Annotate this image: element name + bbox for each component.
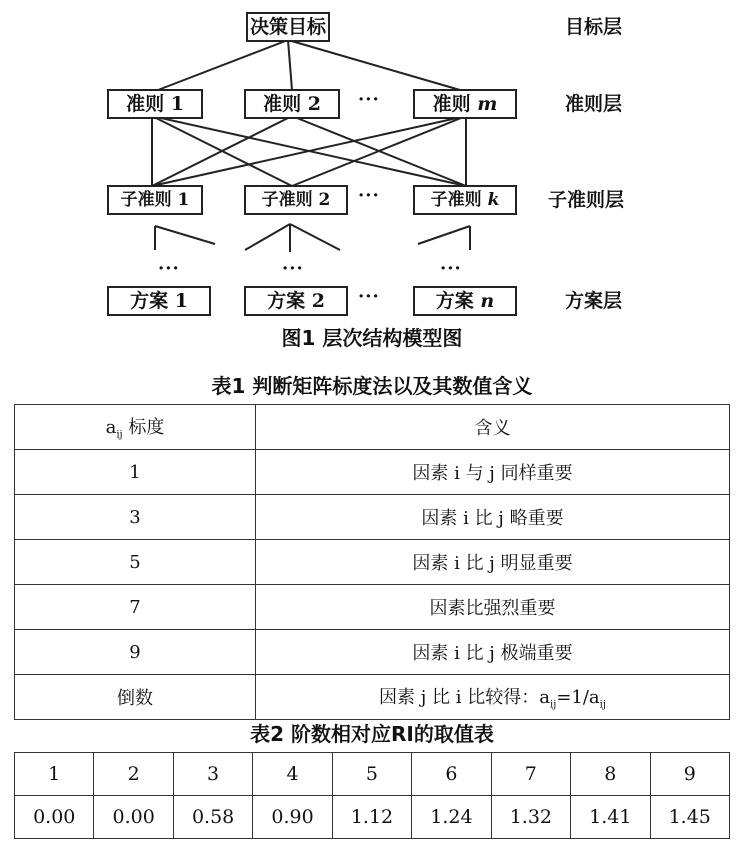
formula-sub1: ij xyxy=(550,699,557,711)
meaning-cell xyxy=(256,675,730,720)
scale-cell: 倒数 xyxy=(15,675,256,720)
alt-ellipsis-2: ··· xyxy=(282,258,304,279)
fan-s2-c xyxy=(290,224,340,250)
subcriteria-ellipsis: ··· xyxy=(358,185,380,206)
header-scale xyxy=(15,405,256,450)
subcriterion-box-2 xyxy=(244,185,348,215)
hierarchy-diagram xyxy=(0,0,744,330)
fan-s2-a xyxy=(245,224,290,250)
goal-box xyxy=(246,12,330,42)
order-cell: 2 xyxy=(94,753,173,796)
meaning-cell: 因素 i 比 j 极端重要 xyxy=(256,630,730,675)
ri-value-cell: 0.00 xyxy=(15,796,94,839)
order-cell: 3 xyxy=(173,753,252,796)
table-row xyxy=(15,585,730,630)
criterion-var-m: m xyxy=(477,93,498,115)
formula-a2: a xyxy=(588,687,600,709)
criterion-box-m xyxy=(413,89,517,119)
formula-sub2: ij xyxy=(599,699,606,711)
scale-cell: 5 xyxy=(15,540,256,585)
layer-label-alternatives: 方案层 xyxy=(565,290,623,312)
layer-label-criteria: 准则层 xyxy=(565,93,623,115)
alternative-box-2 xyxy=(244,286,348,316)
ri-value-cell: 0.00 xyxy=(94,796,173,839)
criterion-label-m: 准则 xyxy=(432,93,478,115)
scale-cell: 1 xyxy=(15,450,256,495)
ri-value-cell: 1.32 xyxy=(491,796,570,839)
scale-table xyxy=(14,404,730,720)
subcriterion-label-k: 子准则 xyxy=(430,190,488,210)
scale-cell: 9 xyxy=(15,630,256,675)
order-cell: 1 xyxy=(15,753,94,796)
alternative-label-n: 方案 xyxy=(435,290,481,312)
link-goal-cm xyxy=(288,40,460,90)
alt-ellipsis-3: ··· xyxy=(440,258,462,279)
table-row xyxy=(15,630,730,675)
scale-cell: 3 xyxy=(15,495,256,540)
alternative-label-2: 方案 2 xyxy=(267,290,325,312)
ri-value-cell: 0.90 xyxy=(253,796,332,839)
criterion-box-1 xyxy=(107,89,203,119)
meaning-cell: 因素 i 比 j 略重要 xyxy=(256,495,730,540)
order-cell: 7 xyxy=(491,753,570,796)
alternatives-ellipsis: ··· xyxy=(358,286,380,307)
table-row xyxy=(15,675,730,720)
alternative-label-1: 方案 1 xyxy=(130,290,188,312)
criterion-label-2: 准则 2 xyxy=(263,93,321,115)
order-cell: 5 xyxy=(332,753,411,796)
ri-value-cell: 1.45 xyxy=(650,796,730,839)
ri-value-cell: 1.12 xyxy=(332,796,411,839)
subcriterion-label-1: 子准则 1 xyxy=(120,190,190,210)
connector-lines xyxy=(0,0,744,330)
layer-label-goal: 目标层 xyxy=(565,16,623,38)
formula-a1: a xyxy=(539,687,550,709)
order-cell: 6 xyxy=(412,753,491,796)
alt-ellipsis-1: ··· xyxy=(158,258,180,279)
goal-label: 决策目标 xyxy=(249,16,326,38)
figure-caption: 图1 层次结构模型图 xyxy=(281,326,463,350)
meaning-cell: 因素 i 比 j 明显重要 xyxy=(256,540,730,585)
layer-label-subcriteria: 子准则层 xyxy=(548,189,625,211)
formula-mid: =1/ xyxy=(556,687,589,709)
alternative-box-n xyxy=(413,286,517,316)
reciprocal-text: 因素 j 比 i 比较得： xyxy=(379,687,540,709)
alternative-var-n: n xyxy=(480,290,495,312)
subcriterion-box-k xyxy=(413,185,517,215)
subcriterion-label-2: 子准则 2 xyxy=(261,190,331,210)
header-scale-text: 标度 xyxy=(122,417,165,439)
criterion-box-2 xyxy=(244,89,340,119)
fan-sk-a xyxy=(418,226,470,244)
meaning-cell: 因素比强烈重要 xyxy=(256,585,730,630)
order-cell: 8 xyxy=(571,753,650,796)
table-header-row xyxy=(15,405,730,450)
table-row xyxy=(15,540,730,585)
header-scale-sub: ij xyxy=(116,429,123,441)
ri-table xyxy=(14,752,730,839)
ri-value-cell: 0.58 xyxy=(173,796,252,839)
header-meaning: 含义 xyxy=(256,405,730,450)
order-row xyxy=(15,753,730,796)
scale-cell: 7 xyxy=(15,585,256,630)
order-cell: 4 xyxy=(253,753,332,796)
subcriterion-box-1 xyxy=(107,185,203,215)
criteria-ellipsis: ··· xyxy=(358,89,380,110)
fan-s1-b xyxy=(155,226,215,244)
meaning-cell: 因素 i 与 j 同样重要 xyxy=(256,450,730,495)
ri-value-cell: 1.41 xyxy=(571,796,650,839)
header-scale-var: a xyxy=(105,417,117,439)
ri-row xyxy=(15,796,730,839)
ri-value-cell: 1.24 xyxy=(412,796,491,839)
alternative-box-1 xyxy=(107,286,211,316)
link-goal-c2 xyxy=(288,40,292,90)
criterion-label-1: 准则 1 xyxy=(126,93,184,115)
table-row xyxy=(15,495,730,540)
table-row xyxy=(15,450,730,495)
order-cell: 9 xyxy=(650,753,730,796)
table2-title: 表2 阶数相对应RI的取值表 xyxy=(250,722,494,746)
link-goal-c1 xyxy=(158,40,288,90)
subcriterion-var-k: k xyxy=(487,190,500,210)
table1-title: 表1 判断矩阵标度法以及其数值含义 xyxy=(211,374,533,398)
